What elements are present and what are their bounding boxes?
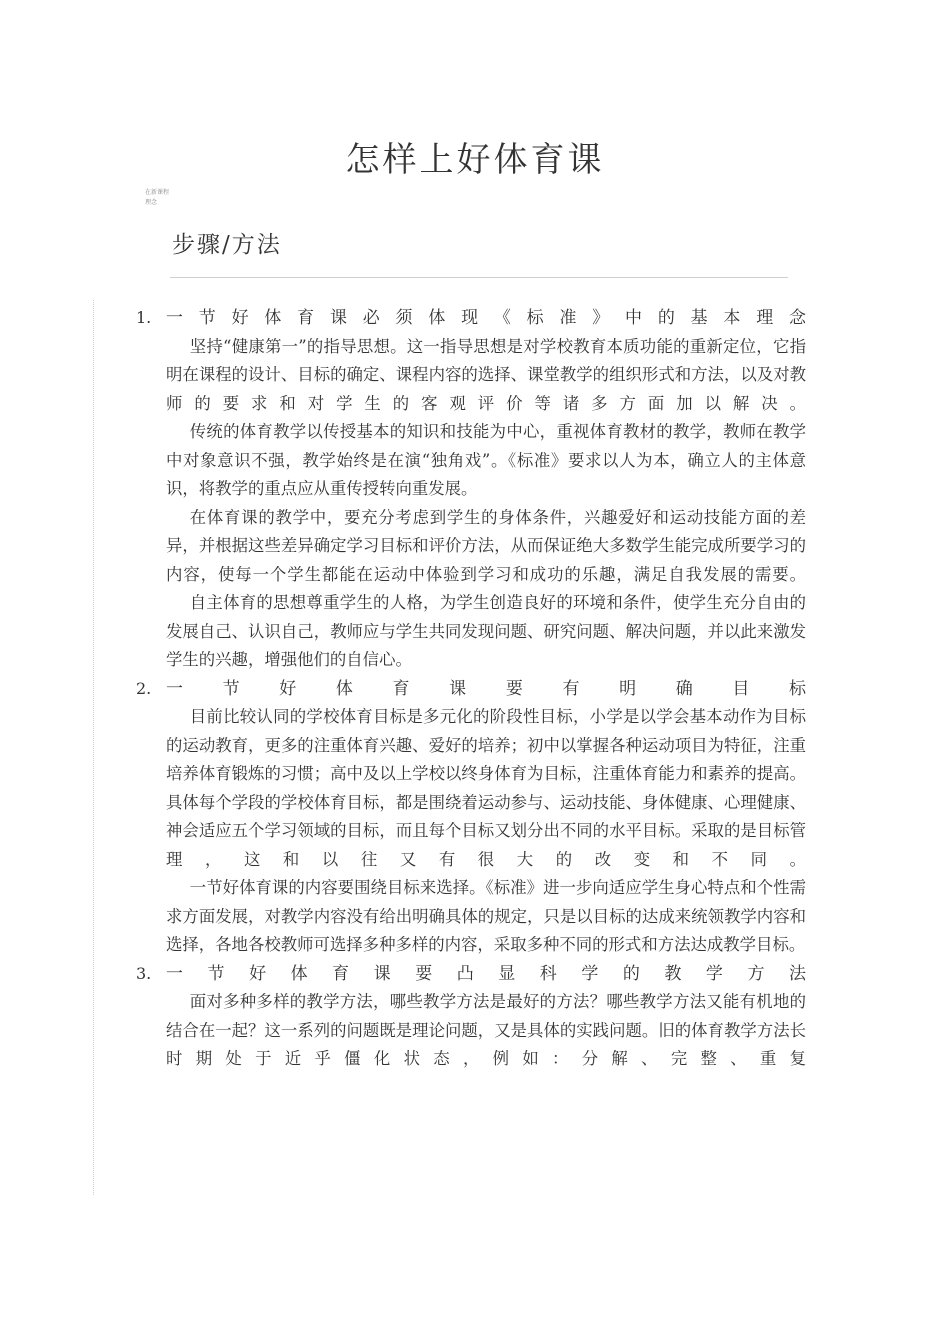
list-item-3 — [136, 960, 806, 1074]
item-title: 一节好体育课要凸显科学的教学方法 — [166, 963, 806, 984]
heading-divider — [170, 277, 788, 278]
item-title: 一节好体育课必须体现《标准》中的基本理念 — [166, 308, 806, 328]
list-item-2 — [136, 675, 806, 960]
paragraph: 目前比较认同的学校体育目标是多元化的阶段性目标，小学是以学会基本动作为目标的运动教育，更多的注重体育兴趣、爱好的培养；初中以掌握各种运动项目为特征，注重培养体育锻炼的习惯；高中及以上学校以终身体育为目标，注重体育能力和素养的提高。具体每个学段的学校体育目标，都是围绕着运动参与、运动技能、身体健康、心理健康、神会适应五个学习领域的目标，而且每个目标又划分出不同的水平目标。采取的是目标管理，这和以往又有很大的改变和不同。 — [166, 707, 806, 869]
item-title: 一节好体育课要有明确目标 — [166, 678, 806, 699]
document-body — [136, 304, 806, 1074]
paragraph: 传统的体育教学以传授基本的知识和技能为中心，重视体育教材的教学，教师在教学中对象意识不强，教学始终是在演“独角戏”。《标准》要求以人为本，确立人的主体意识，将教学的重点应从重传授转向重发展。 — [166, 422, 806, 498]
paragraph: 面对多种多样的教学方法，哪些教学方法是最好的方法？哪些教学方法又能有机地的结合在一起？这一系列的问题既是理论问题，又是具体的实践问题。旧的体育教学方法长时期处于近乎僵化状态，例如：分解、完整、重复 — [166, 992, 806, 1068]
section-heading: 步骤/方法 — [172, 232, 282, 258]
paragraph: 自主体育的思想尊重学生的人格，为学生创造良好的环境和条件，使学生充分自由的发展自己、认识自己，教师应与学生共同发现问题、研究问题、解决问题，并以此来激发学生的兴趣，增强他们的自信心。 — [166, 593, 806, 669]
paragraph: 在体育课的教学中，要充分考虑到学生的身体条件，兴趣爱好和运动技能方面的差异，并根据这些差异确定学习目标和评价方法，从而保证绝大多数学生能完成所要学习的内容，使每一个学生都能在运动中体验到学习和成功的乐趣，满足自我发展的需要。 — [166, 507, 806, 584]
left-margin-line — [93, 300, 94, 1195]
list-number: 3. — [136, 963, 152, 983]
list-number: 2. — [136, 678, 152, 698]
document-title: 怎样上好体育课 — [345, 140, 605, 180]
paragraph: 坚持“健康第一”的指导思想。这一指导思想是对学校教育本质功能的重新定位，它指明在课程的设计、目标的确定、课程内容的选择、课堂教学的组织形式和方法，以及对教师的要求和对学生的客观评价等诸多方面加以解决。 — [166, 336, 806, 413]
list-number: 1. — [136, 308, 152, 327]
paragraph: 一节好体育课的内容要围绕目标来选择。《标准》进一步向适应学生身心特点和个性需求方面发展，对教学内容没有给出明确具体的规定，只是以目标的达成来统领教学内容和选择，各地各校教师可选择多种多样的内容，采取多种不同的形式和方法达成教学目标。 — [166, 878, 806, 954]
list-item-1 — [136, 304, 806, 675]
margin-note: 在新课程理念 — [145, 189, 170, 206]
